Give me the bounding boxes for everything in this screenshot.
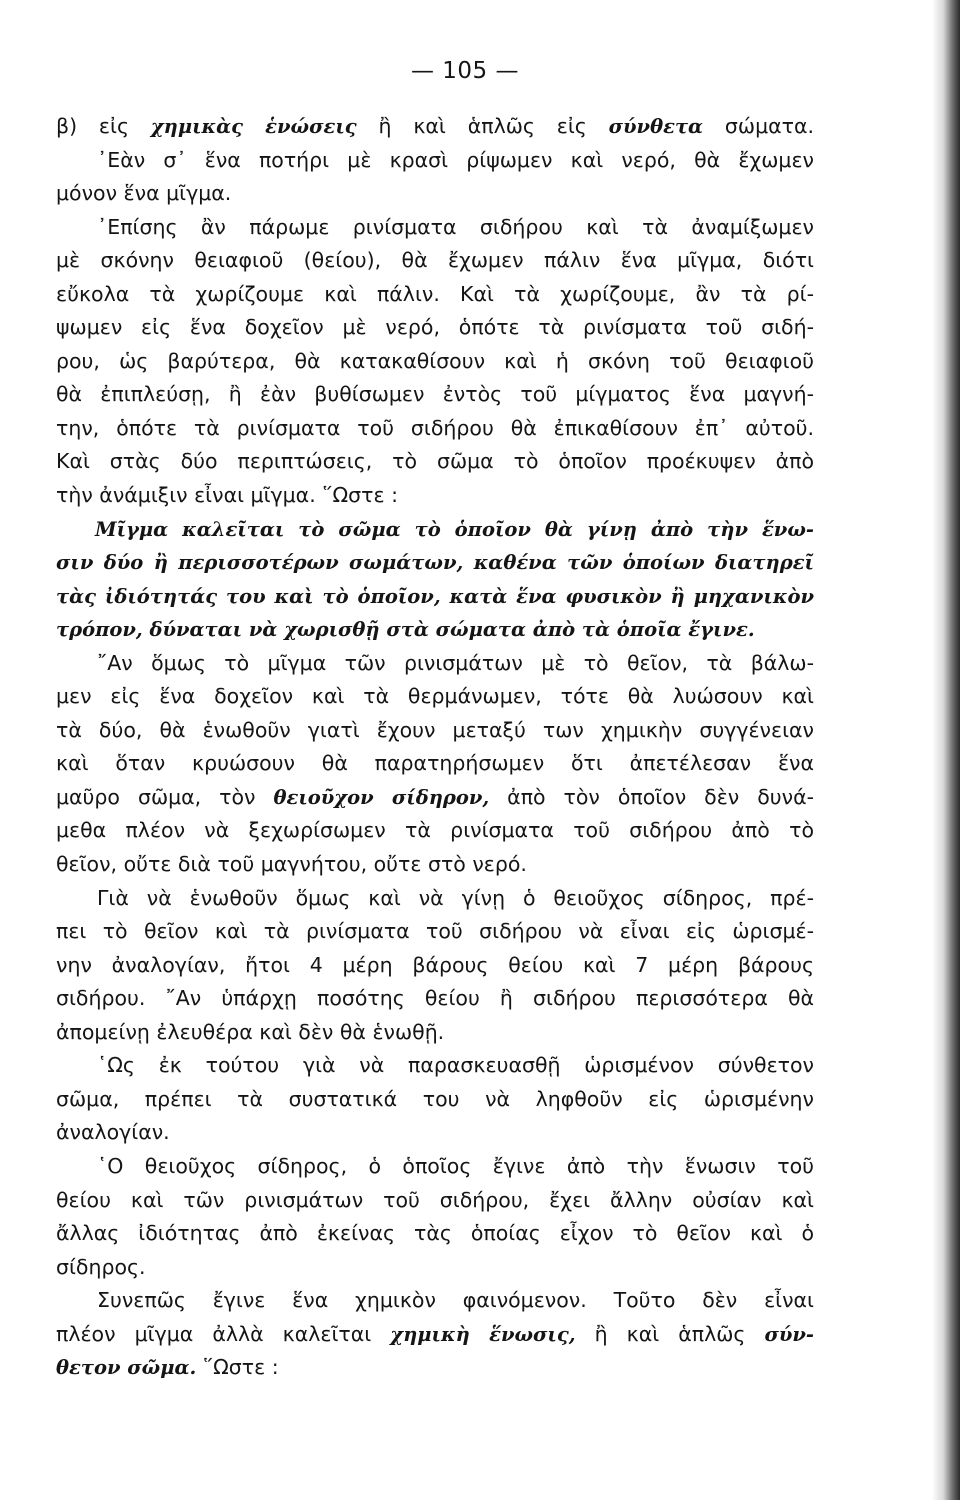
text-line [56, 982, 814, 1016]
body-text: ῎Αν ὅμως τὸ μῖγμα τῶν ρινισμάτων μὲ τὸ θεῖον, τὰ βάλω- [56, 650, 814, 675]
text-line [56, 546, 814, 580]
emphasized-text: θετον σῶμα. [56, 1356, 197, 1380]
text-line [56, 110, 814, 144]
text-line [56, 814, 814, 848]
text-line [56, 1184, 814, 1218]
text-line [56, 949, 814, 983]
body-text: μεθα πλέον νὰ ξεχωρίσωμεν τὰ ρινίσματα τοῦ σιδήρου ἀπὸ τὸ [56, 818, 814, 843]
text-line [56, 345, 814, 379]
body-text: ᾿Εὰν σ᾿ ἕνα ποτήρι μὲ κρασὶ ρίψωμεν καὶ νερό, θὰ ἔχωμεν [56, 147, 814, 172]
body-text: τὰ δύο, θὰ ἑνωθοῦν γιατὶ ἔχουν μεταξύ των χημικὴν συγγένειαν [56, 717, 814, 742]
body-text: ψωμεν εἰς ἕνα δοχεῖον μὲ νερό, ὁπότε τὰ ρινίσματα τοῦ σιδή- [56, 315, 814, 340]
text-line [56, 647, 814, 681]
body-text: μὲ σκόνην θειαφιοῦ (θείου), θὰ ἔχωμεν πάλιν ἕνα μῖγμα, διότι [56, 248, 814, 273]
emphasized-text: τὰς ἰδιότητάς του καὶ τὸ ὁποῖον, κατὰ ἕνα φυσικὸν ἢ μηχανικὸν [56, 584, 814, 608]
emphasized-text: χημικὰς ἑνώσεις [150, 115, 357, 138]
body-text: πλέον μῖγμα ἀλλὰ καλεῖται [56, 1321, 391, 1346]
text-line [56, 244, 814, 278]
text-line [56, 412, 814, 446]
body-text: καὶ ὅταν κρυώσουν θὰ παρατηρήσωμεν ὅτι ἀπετέλεσαν ἕνα [56, 751, 814, 776]
body-text: ἢ καὶ ἁπλῶς [575, 1321, 765, 1346]
body-text: μόνον ἕνα μῖγμα. [56, 181, 232, 206]
text-line [56, 445, 814, 479]
emphasized-text: σύν- [764, 1322, 814, 1346]
body-text: σιδήρου. ῎Αν ὑπάρχῃ ποσότης θείου ἢ σιδήρου περισσότερα θὰ [56, 986, 814, 1011]
body-text: θεῖον, οὔτε διὰ τοῦ μαγνήτου, οὔτε στὸ νερό. [56, 852, 527, 877]
body-text: σώματα. [703, 114, 814, 138]
text-line [56, 1351, 814, 1385]
body-text: νην ἀναλογίαν, ἤτοι 4 μέρη βάρους θείου καὶ 7 μέρη βάρους [56, 952, 814, 977]
scan-page-edge [932, 0, 960, 1500]
body-text: ῞Ωστε : [196, 1355, 279, 1380]
text-body [56, 110, 814, 1385]
emphasized-text: χημικὴ ἕνωσις, [390, 1322, 576, 1346]
text-line [56, 848, 814, 882]
emphasized-text: σιν δύο ἢ περισσοτέρων σωμάτων, καθένα τῶν ὁποίων διατηρεῖ [56, 551, 814, 575]
body-text: ρου, ὡς βαρύτερα, θὰ κατακαθίσουν καὶ ἡ σκόνη τοῦ θειαφιοῦ [56, 348, 814, 373]
body-text: ἀπὸ τὸν ὁποῖον δὲν δυνά- [489, 784, 814, 809]
text-line [56, 1083, 814, 1117]
book-page [56, 58, 814, 1385]
text-line [56, 513, 814, 547]
body-text: ῾Ως ἐκ τούτου γιὰ νὰ παρασκευασθῇ ὡρισμένον σύνθετον [56, 1053, 814, 1078]
text-line [56, 1318, 814, 1352]
text-line [56, 680, 814, 714]
body-text: μεν εἰς ἕνα δοχεῖον καὶ τὰ θερμάνωμεν, τότε θὰ λυώσουν καὶ [56, 684, 814, 709]
body-text: Καὶ στὰς δύο περιπτώσεις, τὸ σῶμα τὸ ὁποῖον προέκυψεν ἀπὸ [56, 449, 814, 474]
body-text: σίδηρος. [56, 1254, 146, 1279]
text-line [56, 378, 814, 412]
body-text: θὰ ἐπιπλεύσῃ, ἢ ἐὰν βυθίσωμεν ἐντὸς τοῦ μίγματος ἕνα μαγνή- [56, 382, 814, 407]
body-text: ᾿Επίσης ἂν πάρωμε ρινίσματα σιδήρου καὶ τὰ ἀναμίξωμεν [56, 214, 814, 239]
body-text: μαῦρο σῶμα, τὸν [56, 784, 274, 809]
text-line [56, 613, 814, 647]
text-line [56, 915, 814, 949]
text-line [56, 1116, 814, 1150]
text-line [56, 211, 814, 245]
body-text: β) εἰς [56, 114, 151, 138]
text-line [56, 882, 814, 916]
emphasized-text: σύνθετα [608, 115, 704, 138]
text-line [56, 1217, 814, 1251]
emphasized-text: τρόπον, δύναται νὰ χωρισθῇ στὰ σώματα ἀπὸ τὰ ὁποῖα ἔγινε. [56, 618, 755, 642]
body-text: ἀπομείνῃ ἐλευθέρα καὶ δὲν θὰ ἑνωθῇ. [56, 1019, 445, 1044]
page-number: — 105 — [410, 58, 520, 84]
body-text: ῾Ο θειοῦχος σίδηρος, ὁ ὁποῖος ἔγινε ἀπὸ τὴν ἕνωσιν τοῦ [56, 1153, 814, 1178]
body-text: θείου καὶ τῶν ρινισμάτων τοῦ σιδήρου, ἔχει ἄλλην οὐσίαν καὶ [56, 1187, 814, 1212]
text-line [56, 781, 814, 815]
emphasized-text: θειοῦχον σίδηρον, [273, 785, 490, 809]
text-line [56, 580, 814, 614]
text-line [56, 311, 814, 345]
text-line [56, 278, 814, 312]
text-line [56, 747, 814, 781]
text-line [56, 1016, 814, 1050]
body-text: πει τὸ θεῖον καὶ τὰ ρινίσματα τοῦ σιδήρου νὰ εἶναι εἰς ὡρισμέ- [56, 919, 814, 944]
text-line [56, 1284, 814, 1318]
text-line [56, 1251, 814, 1285]
text-line [56, 144, 814, 178]
body-text: σῶμα, πρέπει τὰ συστατικά του νὰ ληφθοῦν εἰς ὡρισμένην [56, 1086, 814, 1111]
text-line [56, 479, 814, 513]
text-line [56, 1049, 814, 1083]
body-text: ἢ καὶ ἁπλῶς εἰς [356, 114, 609, 138]
body-text: ἄλλας ἰδιότητας ἀπὸ ἐκείνας τὰς ὁποίας εἶχον τὸ θεῖον καὶ ὁ [56, 1221, 814, 1246]
body-text: εὔκολα τὰ χωρίζουμε καὶ πάλιν. Καὶ τὰ χωρίζουμε, ἂν τὰ ρί- [56, 281, 814, 306]
emphasized-text: Μῖγμα καλεῖται τὸ σῶμα τὸ ὁποῖον θὰ γίνῃ ἀπὸ τὴν ἕνω- [56, 517, 814, 541]
body-text: την, ὁπότε τὰ ρινίσματα τοῦ σιδήρου θὰ ἐπικαθίσουν ἐπ᾿ αὐτοῦ. [56, 415, 814, 440]
body-text: τὴν ἀνάμιξιν εἶναι μῖγμα. ῞Ωστε : [56, 483, 398, 508]
body-text: Συνεπῶς ἔγινε ἕνα χημικὸν φαινόμενον. Τοῦτο δὲν εἶναι [56, 1288, 814, 1313]
text-line [56, 714, 814, 748]
text-line [56, 177, 814, 211]
body-text: Γιὰ νὰ ἑνωθοῦν ὅμως καὶ νὰ γίνῃ ὁ θειοῦχος σίδηρος, πρέ- [56, 885, 814, 910]
body-text: ἀναλογίαν. [56, 1120, 170, 1145]
text-line [56, 1150, 814, 1184]
